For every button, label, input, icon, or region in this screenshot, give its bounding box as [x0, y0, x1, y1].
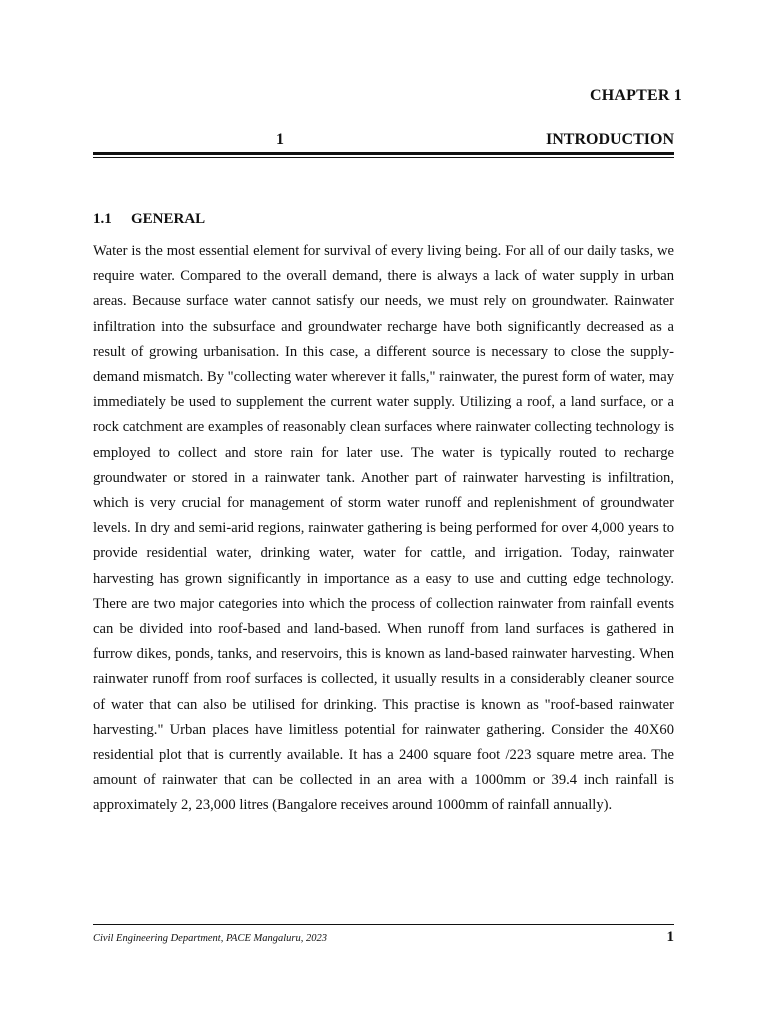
body-text [93, 239, 674, 819]
section-heading [93, 211, 205, 228]
footer-rule [93, 924, 674, 925]
section-paragraph: Water is the most essential element for survival of every living being. For all of our daily tasks, we require water. Compared to the overall demand, there is always a lack of water supply in urban areas. Because surface water cannot satisfy our needs, we must rely on groundwater. Rainwater infiltration into the subsurface and groundwater recharge have both significantly decreased as a result of growing urbanisation. In this case, a different source is necessary to close the supply-demand mismatch. By "collecting water wherever it falls," rainwater, the purest form of water, may immediately be used to supplement the current water supply. Utilizing a roof, a land surface, or a rock catchment are examples of reasonably clean surfaces where rainwater collecting technology is employed to collect and store rain for later use. The water is typically routed to recharge groundwater or stored in a rainwater tank. Another part of rainwater harvesting is infiltration, which is very crucial for management of storm water runoff and replenishment of groundwater levels. In dry and semi-arid regions, rainwater gathering is being performed for over 4,000 years to provide residential water, drinking water, water for cattle, and irrigation. Today, rainwater harvesting has grown significantly in importance as a easy to use and cutting edge technology. There are two major categories into which the process of collection rainwater from rainfall events can be divided into roof-based and land-based. When runoff from land surfaces is gathered in furrow dikes, ponds, tanks, and reservoirs, this is known as land-based rainwater harvesting. When rainwater runoff from roof surfaces is collected, it usually results in a considerably cleaner source of water that can also be utilised for drinking. This practise is known as "roof-based rainwater harvesting." Urban places have limitless potential for rainwater gathering. Consider the 40X60 residential plot that is currently available. It has a 2400 square foot /223 square metre area. The amount of rainwater that can be collected in an area with a 1000mm or 39.4 inch rainfall is approximately 2, 23,000 litres (Bangalore receives around 1000mm of rainfall annually). [93, 243, 674, 814]
title-rule-thick [93, 152, 674, 155]
title-rule-thin [93, 157, 674, 158]
footer-department: Civil Engineering Department, PACE Mangaluru, 2023 [93, 933, 327, 944]
chapter-title-row [93, 131, 674, 151]
chapter-number: 1 [276, 131, 284, 148]
chapter-label: CHAPTER 1 [589, 87, 682, 104]
section-title: GENERAL [131, 211, 206, 227]
page-number: 1 [666, 929, 674, 945]
section-number: 1.1 [93, 211, 112, 227]
chapter-title: INTRODUCTION [545, 131, 674, 148]
